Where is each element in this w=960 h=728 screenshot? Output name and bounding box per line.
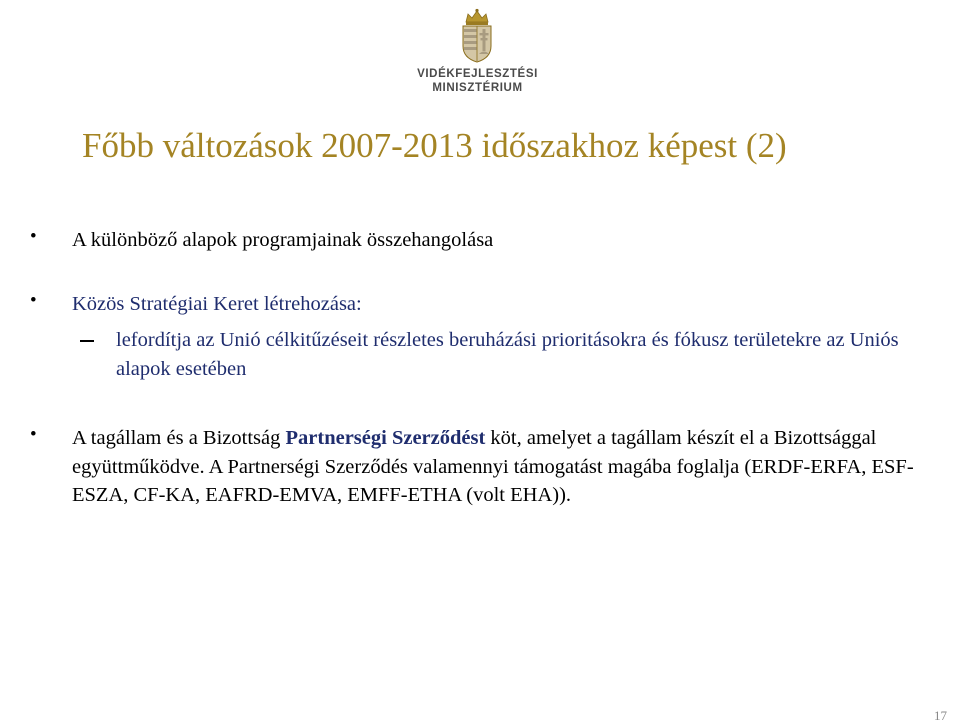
bullet-text-3-end: köt, amelyet a tagállam készít el a Bizottsággal együttműködve. A Partnerségi Szerződés valamennyi támogatást magába foglalja (ERDF-ERFA, ESF-ESZA, CF-KA, EAFRD-EMVA, EMFF-ETHA (volt EHA)). [72,427,914,506]
coat-of-arms-icon [458,8,496,64]
logo-text-line1: VIDÉKFEJLESZTÉSI [417,68,538,80]
bullet-dot: • [30,424,37,445]
bullet-text-3 [72,424,942,510]
ministry-logo [0,0,960,100]
bullet-text-2: Közös Stratégiai Keret létrehozása: [72,293,362,315]
bullet-text-3-start: A tagállam és a Bizottság [72,427,286,449]
sub-bullet-text: lefordítja az Unió célkitűzéseit részletes beruházási prioritásokra és fókusz területekre az Uniós alapok esetében [116,329,899,380]
logo-text-line2: MINISZTÉRIUM [432,82,523,94]
slide-title: Főbb változások 2007-2013 időszakhoz képest (2) [82,126,787,165]
sub-bullet-dash [80,340,94,342]
bullet-dot: • [30,290,37,311]
partnership-agreement-term: Partnerségi Szerződést [285,427,486,449]
page-number: 17 [934,708,947,723]
bullet-text-1: A különböző alapok programjainak összehangolása [72,229,494,251]
bullet-dot: • [30,226,37,247]
